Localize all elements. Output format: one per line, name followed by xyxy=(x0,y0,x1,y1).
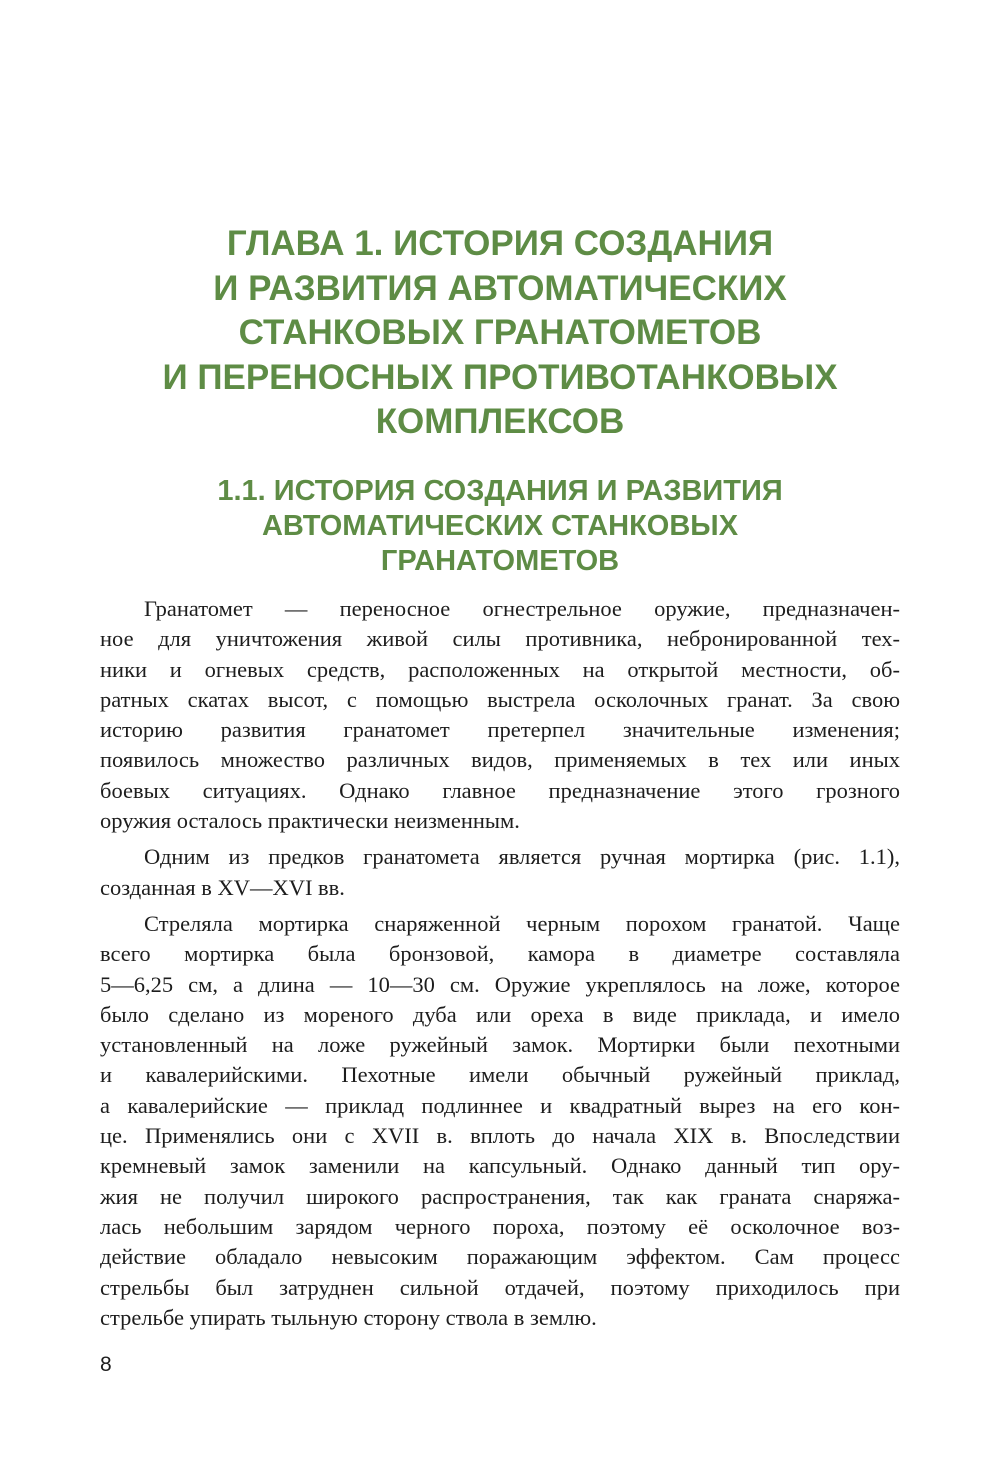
chapter-title-line: И РАЗВИТИЯ АВТОМАТИЧЕСКИХ xyxy=(213,268,787,308)
chapter-title-line: И ПЕРЕНОСНЫХ ПРОТИВОТАНКОВЫХ xyxy=(162,357,838,397)
text-line: боевых ситуациях. Однако главное предназначение этого грозного xyxy=(100,777,900,803)
text-line: кремневый замок заменили на капсульный. Однако данный тип ору- xyxy=(100,1153,900,1179)
text-line: ратных скатах высот, с помощью выстрела осколочных гранат. За свою xyxy=(100,686,900,712)
page-number: 8 xyxy=(100,1353,112,1376)
section-title-line: 1.1. ИСТОРИЯ СОЗДАНИЯ И РАЗВИТИЯ xyxy=(217,475,783,507)
text-line: созданная в XV—XVI вв. xyxy=(100,874,345,900)
chapter-title-line: СТАНКОВЫХ ГРАНАТОМЕТОВ xyxy=(238,313,762,352)
section-title xyxy=(100,474,900,579)
text-line: а кавалерийские — приклад подлиннее и квадратный вырез на его кон- xyxy=(100,1092,900,1118)
text-line: всего мортирка была бронзовой, камора в диаметре составляла xyxy=(100,941,900,967)
chapter-title-line: ГЛАВА 1. ИСТОРИЯ СОЗДАНИЯ xyxy=(226,224,774,263)
text-line: Гранатомет — переносное огнестрельное оружие, предназначен- xyxy=(144,596,900,621)
text-line: действие обладало невысоким поражающим эффектом. Сам процесс xyxy=(100,1244,900,1270)
section-title-line: АВТОМАТИЧЕСКИХ СТАНКОВЫХ xyxy=(261,510,739,542)
text-line: стрельбе упирать тыльную сторону ствола в землю. xyxy=(100,1304,597,1330)
text-line: Стреляла мортирка снаряженной черным порохом гранатой. Чаще xyxy=(144,910,900,936)
text-line: це. Применялись они с XVII в. вплоть до начала XIX в. Впоследствии xyxy=(100,1123,900,1149)
text-line: стрельбы был затруднен сильной отдачей, поэтому приходилось при xyxy=(100,1274,900,1300)
text-line: Одним из предков гранатомета является ручная мортирка (рис. 1.1), xyxy=(144,844,900,870)
chapter-title-line: КОМПЛЕКСОВ xyxy=(375,402,625,441)
paragraph-grenade-launcher-definition xyxy=(100,594,900,836)
paragraph-hand-mortar-description xyxy=(100,909,900,1333)
text-line: лась небольшим зарядом черного пороха, поэтому её осколочное воз- xyxy=(100,1213,900,1239)
text-line: ное для уничтожения живой силы противника, небронированной тех- xyxy=(100,626,900,652)
text-line: оружия осталось практически неизменным. xyxy=(100,808,520,834)
paragraph-hand-mortar-origin xyxy=(100,842,900,903)
text-line: жия не получил широкого распространения, так как граната снаряжа- xyxy=(100,1183,900,1209)
text-line: установленный на ложе ружейный замок. Мортирки были пехотными xyxy=(100,1032,900,1058)
chapter-title xyxy=(100,222,900,445)
text-line: историю развития гранатомет претерпел значительные изменения; xyxy=(100,717,900,743)
text-line: и кавалерийскими. Пехотные имели обычный ружейный приклад, xyxy=(100,1062,900,1088)
body-text xyxy=(100,594,900,1339)
text-line: было сделано из мореного дуба или ореха в виде приклада, и имело xyxy=(100,1001,900,1027)
section-title-line: ГРАНАТОМЕТОВ xyxy=(380,545,620,577)
text-line: ники и огневых средств, расположенных на открытой местности, об- xyxy=(100,656,900,682)
text-line: 5—6,25 см, а длина — 10—30 см. Оружие укреплялось на ложе, которое xyxy=(100,971,900,997)
text-line: появилось множество различных видов, применяемых в тех или иных xyxy=(100,747,900,773)
